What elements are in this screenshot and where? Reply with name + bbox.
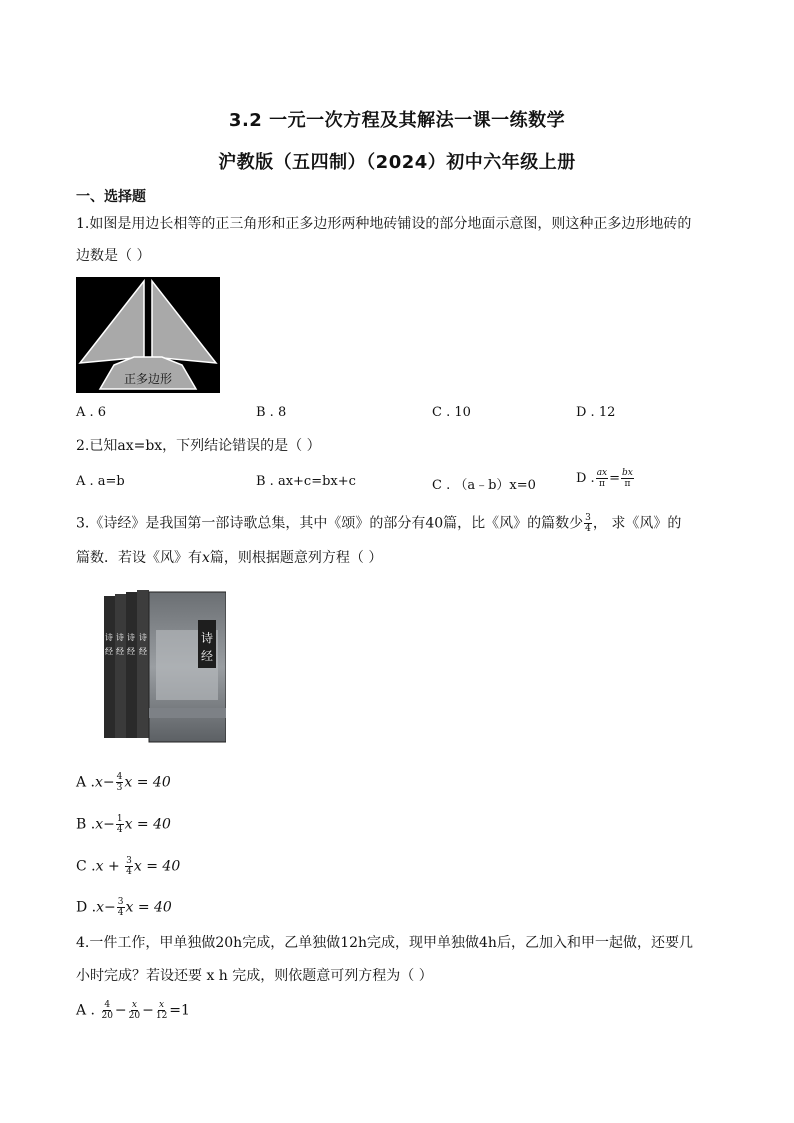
q1-text-line-1: 1.如图是用边长相等的正三角形和正多边形两种地砖铺设的部分地面示意图，则这种正多边形地砖的	[76, 216, 692, 232]
shijing-books	[104, 590, 226, 744]
svg-text:经: 经	[105, 647, 113, 656]
q2-text: 2.已知ax=bx，下列结论错误的是（ ）	[76, 438, 321, 454]
tiling-diagram	[76, 277, 220, 393]
q2-d-fraction-2: $\frac{bx}{\pi}$	[622, 468, 633, 489]
svg-text:诗: 诗	[105, 633, 113, 642]
q3-option-d[interactable]: D .x− $\frac{3}{4}$ x = 40	[76, 897, 172, 918]
q3-book-image	[104, 590, 226, 744]
svg-text:诗: 诗	[127, 633, 135, 642]
q4-text-line-1: 4.一件工作，甲单独做20h完成，乙单独做12h完成，现甲单独做4h后，乙加入和甲一起做，还要几	[76, 935, 693, 951]
svg-text:经: 经	[116, 647, 124, 656]
svg-text:经: 经	[200, 649, 214, 663]
svg-text:诗: 诗	[200, 631, 214, 645]
q2-option-d-prefix: D .	[576, 471, 595, 486]
q1-option-d[interactable]: D . 12	[576, 405, 616, 420]
svg-text:经: 经	[127, 647, 135, 656]
q3-fraction: $\frac{3}{4}$	[585, 513, 591, 534]
svg-text:经: 经	[139, 647, 147, 656]
q2-option-b[interactable]: B . ax+c=bx+c	[256, 474, 356, 489]
section-heading: 一、选择题	[76, 189, 146, 205]
q2-option-d[interactable]: D . $\frac{ax}{\pi}$ = $\frac{bx}{\pi}$	[576, 468, 633, 489]
q4-option-a[interactable]: A . $\frac{4}{20}$ − $\frac{x}{20}$ − $\frac{x}{12}$ =1	[76, 1000, 190, 1021]
q4-text-line-2: 小时完成？若设还要 x h 完成，则依题意可列方程为（ ）	[76, 968, 433, 984]
q1-option-a[interactable]: A . 6	[76, 405, 107, 420]
q2-option-c[interactable]: C . （a﹣b）x=0	[432, 478, 536, 493]
q1-option-c[interactable]: C . 10	[432, 405, 471, 420]
svg-text:诗: 诗	[116, 633, 124, 642]
figure-label: 正多边形	[123, 372, 173, 386]
q1-text-line-2: 边数是（ ）	[76, 248, 151, 264]
q3-option-a[interactable]: A .x− $\frac{4}{3}$ x = 40	[76, 772, 171, 793]
q3-text-line-2: 篇数．若设《风》有x篇，则根据题意列方程（ ）	[76, 550, 383, 566]
q3-option-b[interactable]: B .x− $\frac{1}{4}$ x = 40	[76, 814, 171, 835]
title-line-2: 沪教版（五四制）（2024）初中六年级上册	[218, 152, 576, 173]
q2-d-fraction-1: $\frac{ax}{\pi}$	[596, 468, 608, 489]
svg-text:诗: 诗	[139, 633, 147, 642]
q1-tiling-figure	[76, 277, 220, 393]
q3-option-c[interactable]: C .x + $\frac{3}{4}$ x = 40	[76, 856, 181, 877]
q1-option-b[interactable]: B . 8	[256, 405, 287, 420]
title-line-1: 3.2 一元一次方程及其解法一课一练数学	[228, 110, 566, 131]
q2-option-a[interactable]: A . a=b	[76, 474, 125, 489]
q3-text-line-1: 3.《诗经》是我国第一部诗歌总集，其中《颂》的部分有40篇，比《风》的篇数少 $\frac{3}{4}$ ， 求《风》的	[76, 513, 682, 534]
